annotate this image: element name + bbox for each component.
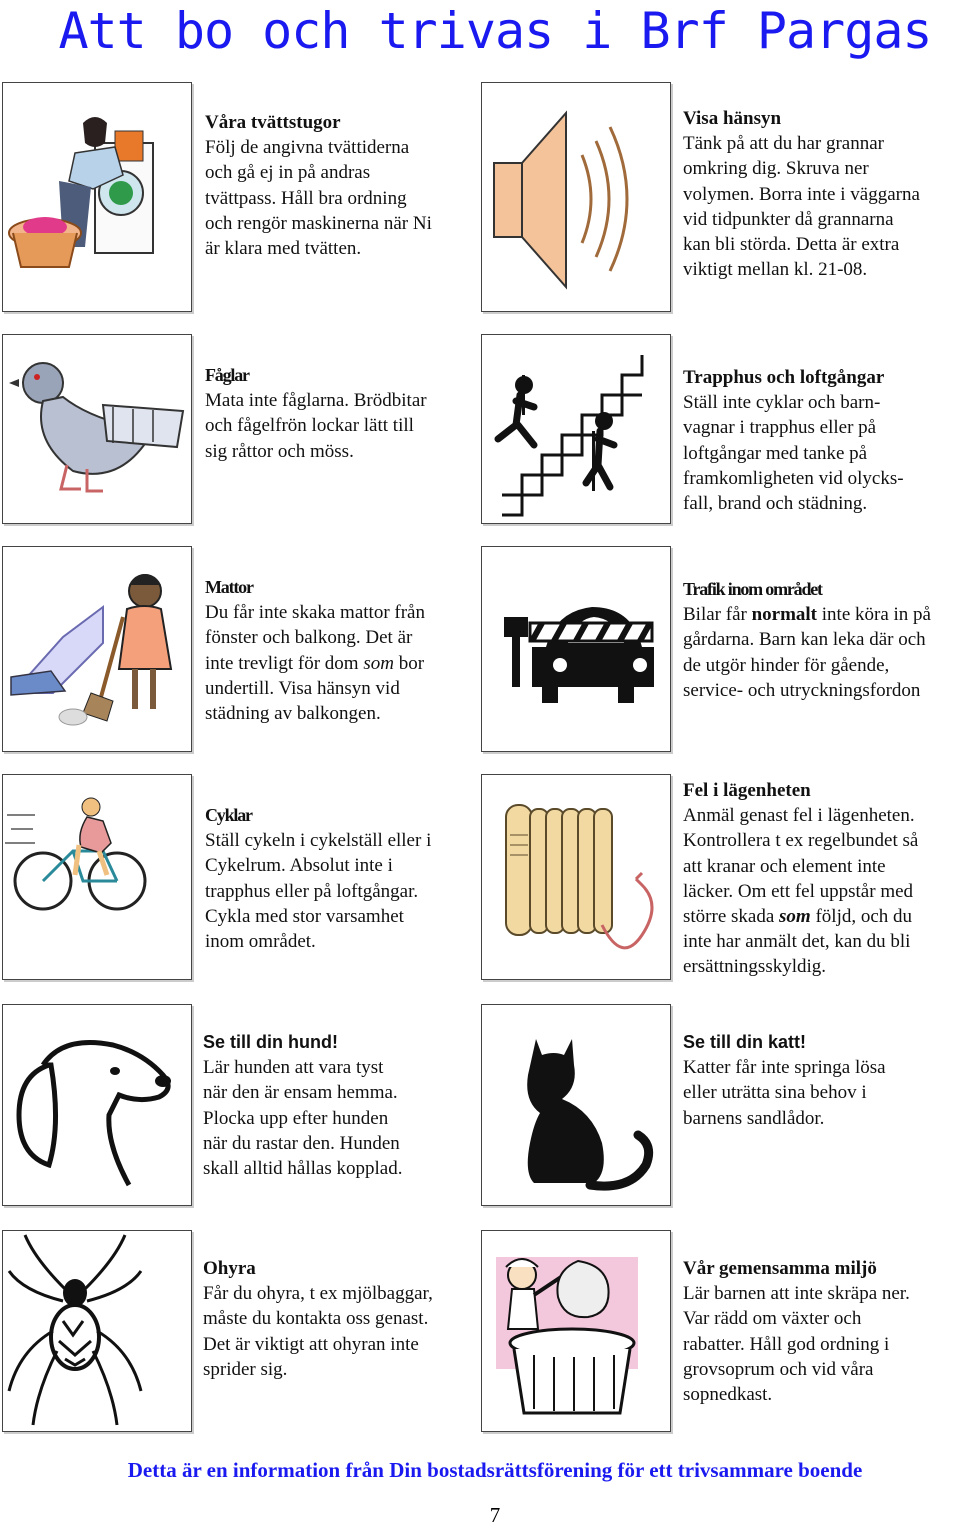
pests-heading: Ohyra xyxy=(203,1258,256,1279)
laundry-image xyxy=(2,82,192,312)
birds-heading: Fåglar xyxy=(205,365,249,385)
bicycles-heading: Cyklar xyxy=(205,805,252,825)
page-title: Att bo och trivas i Brf Pargas xyxy=(58,2,932,60)
dog-icon xyxy=(3,1005,191,1205)
stairwell-heading: Trapphus och loftgångar xyxy=(683,367,885,388)
dog-heading: Se till din hund! xyxy=(203,1032,338,1052)
consideration-heading: Visa hänsyn xyxy=(683,108,782,129)
environment-heading: Vår gemensamma miljö xyxy=(683,1258,877,1279)
pigeon-image xyxy=(2,334,192,524)
cyclist-icon xyxy=(3,775,191,979)
trash-image xyxy=(481,1230,671,1432)
stairs-icon xyxy=(482,335,670,523)
birds-text: Fåglar Mata inte fåglarna. Brödbitar och fågelfrön lockar lätt till sig råttor och möss. xyxy=(205,365,427,462)
cyclist-image xyxy=(2,774,192,980)
cat-heading: Se till din katt! xyxy=(683,1032,807,1052)
sweeping-woman-icon xyxy=(3,547,191,751)
environment-text: Vår gemensamma miljö Lär barnen att inte skräpa ner. Var rädd om växter och rabatter. Håll god ordning i grovsoprum och vid våra sopnedkast. xyxy=(683,1258,910,1406)
dog-image xyxy=(2,1004,192,1206)
bicycles-text: Cyklar Ställ cykeln i cykelställ eller i Cykelrum. Absolut inte i trapphus eller på loftgångar. Cykla med stor varsamhet inom området. xyxy=(205,805,432,953)
pigeon-icon xyxy=(3,335,191,523)
traffic-heading: Trafik inom området xyxy=(683,579,822,599)
car-barrier-icon xyxy=(482,547,670,751)
speaker-image xyxy=(481,82,671,312)
laundry-heading: Våra tvättstugor xyxy=(205,112,341,133)
cat-image xyxy=(481,1004,671,1206)
rugs-heading: Mattor xyxy=(205,577,253,597)
faults-text: Fel i lägenheten Anmäl genast fel i lägenheten. Kontrollera t ex regelbundet så att kranar och element inte läcker. Om ett fel uppstår med större skada som följd, och du inte har anmält det, kan du bli ersättningsskyldig. xyxy=(683,780,919,978)
traffic-image xyxy=(481,546,671,752)
traffic-text: Trafik inom området Bilar får normalt inte köra in på gårdarna. Barn kan leka där och de utgör hinder för gående, service- och utryckningsfordon xyxy=(683,579,931,701)
radiator-image xyxy=(481,774,671,980)
stairwell-text: Trapphus och loftgångar Ställ inte cyklar och barn- vagnar i trapphus eller på loftgångar med tanke på framkomligheten vid olycks- fall, brand och städning. xyxy=(683,367,904,515)
dog-text: Se till din hund! Lär hunden att vara tyst när den är ensam hemma. Plocka upp efter hunden när du rastar den. Hunden skall alltid hållas kopplad. xyxy=(203,1032,403,1180)
faults-heading: Fel i lägenheten xyxy=(683,780,811,801)
radiator-icon xyxy=(482,775,670,979)
rugs-text: Mattor Du får inte skaka mattor från fönster och balkong. Det är inte trevligt för dom som bor undertill. Visa hänsyn vid städning av balkongen. xyxy=(205,577,425,725)
consideration-text: Visa hänsyn Tänk på att du har grannar omkring dig. Skruva ner volymen. Borra inte i väggarna vid tidpunkter då grannarna kan bli störda. Detta är extra viktigt mellan kl. 21-08. xyxy=(683,108,920,281)
stairs-image xyxy=(481,334,671,524)
speaker-icon xyxy=(482,83,670,311)
laundry-text: Våra tvättstugor Följ de angivna tvättiderna och gå ej in på andras tvättpass. Håll bra ordning och rengör maskinerna när Ni är klara med tvätten. xyxy=(205,112,432,260)
pests-text: Ohyra Får du ohyra, t ex mjölbaggar, måste du kontakta oss genast. Det är viktigt att ohyran inte sprider sig. xyxy=(203,1258,433,1380)
trash-can-icon xyxy=(482,1231,670,1431)
laundry-icon xyxy=(3,83,191,311)
spider-image xyxy=(2,1230,192,1432)
page-number: 7 xyxy=(489,1503,501,1527)
sweeping-image xyxy=(2,546,192,752)
cat-text: Se till din katt! Katter får inte springa lösa eller uträtta sina behov i barnens sandlådor. xyxy=(683,1032,886,1129)
spider-icon xyxy=(3,1231,191,1431)
cat-icon xyxy=(482,1005,670,1205)
footer-note: Detta är en information från Din bostadsrättsförening för ett trivsammare boende xyxy=(127,1458,863,1482)
